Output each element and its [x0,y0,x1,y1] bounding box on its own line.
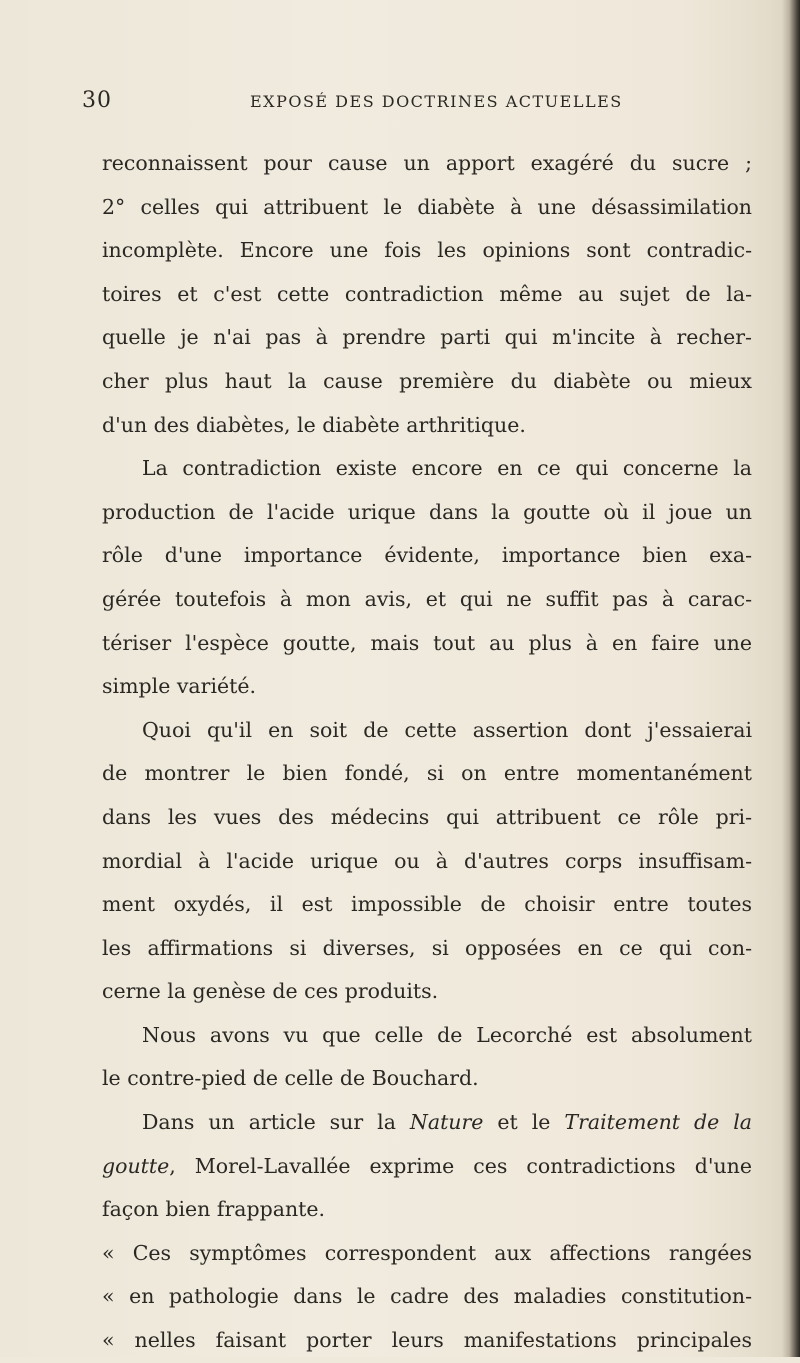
text-line: d'un des diabètes, le diabète arthritique. [102,412,526,437]
running-title: EXPOSÉ DES DOCTRINES ACTUELLES [250,92,623,111]
text-line: Nous avons vu que celle de Lecorché est absolument [142,1022,752,1047]
text-line: les affirmations si diverses, si opposées en ce qui con- [102,935,752,960]
text-line: tériser l'espèce goutte, mais tout au plus à en faire une [102,630,752,655]
italic-title-nature: Nature [409,1110,484,1135]
italic-title-traitement: Traitement de la [564,1110,753,1135]
text-line: La contradiction existe encore en ce qui concerne la [142,456,752,481]
text-line: reconnaissent pour cause un apport exagéré du sucre ; [102,151,752,175]
body-text [102,142,752,1363]
text-line: rôle d'une importance évidente, importance bien exa- [102,543,752,568]
text-segment: Dans un article sur la [142,1110,410,1135]
text-line: simple variété. [102,674,257,699]
text-line: dans les vues des médecins qui attribuent ce rôle pri- [102,804,752,829]
text-line [102,1101,752,1145]
text-line: de montrer le bien fondé, si on entre momentanément [102,761,752,786]
text-line: 2° celles qui attribuent le diabète à une désassimilation [102,194,752,219]
text-line: cher plus haut la cause première du diabète ou mieux [102,368,752,393]
page-number: 30 [82,88,112,113]
running-header [82,88,722,118]
text-line: cerne la genèse de ces produits. [102,979,439,1004]
text-segment: , Morel-Lavallée exprime ces contradictions d'une [169,1153,752,1178]
text-line: production de l'acide urique dans la goutte où il joue un [102,499,752,524]
text-line: quelle je n'ai pas à prendre parti qui m'incite à recher- [102,325,752,350]
text-line: incomplète. Encore une fois les opinions sont contradic- [102,238,752,263]
text-segment: et le [483,1110,565,1135]
text-line: Quoi qu'il en soit de cette assertion dont j'essaierai [142,717,752,742]
text-line: toires et c'est cette contradiction même au sujet de la- [102,281,752,306]
quote-line: « en pathologie dans le cadre des maladies constitution- [102,1284,752,1309]
text-line: mordial à l'acide urique ou à d'autres corps insuffisam- [102,848,752,873]
text-line: gérée toutefois à mon avis, et qui ne suffit pas à carac- [102,586,752,611]
text-line: ment oxydés, il est impossible de choisir entre toutes [102,892,752,917]
quote-line: « Ces symptômes correspondent aux affections rangées [102,1240,752,1265]
text-line [102,1145,752,1189]
text-line: le contre-pied de celle de Bouchard. [102,1066,479,1091]
quote-line: « nelles faisant porter leurs manifestations principales [102,1328,752,1353]
page-binding-shadow [782,0,800,1357]
text-line: façon bien frappante. [102,1197,326,1222]
italic-title-goutte: goutte [102,1153,170,1178]
